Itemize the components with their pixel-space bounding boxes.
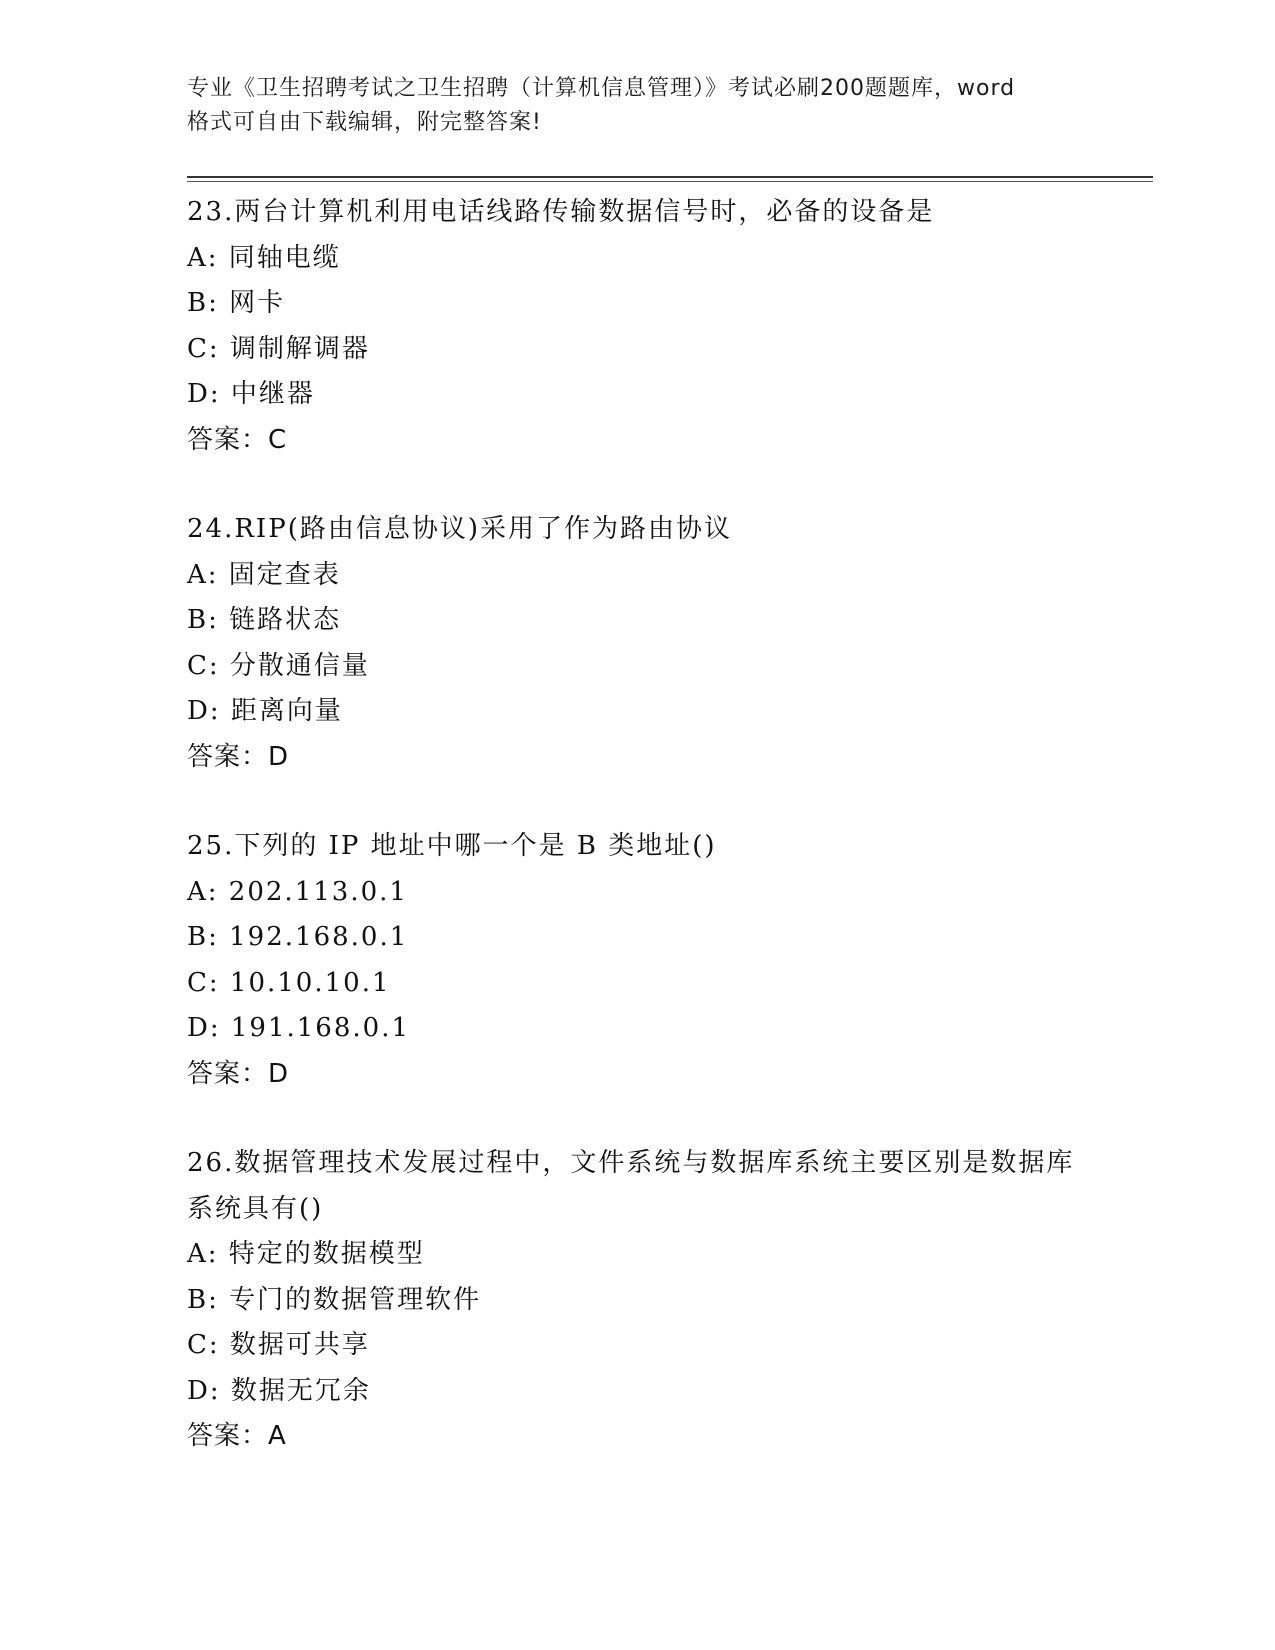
answer: 答案：C	[187, 424, 288, 455]
answer: 答案：D	[187, 741, 290, 772]
question-title: 25.下列的 IP 地址中哪一个是 B 类地址()	[187, 831, 717, 861]
option-d: D: 距离向量	[187, 696, 343, 726]
header-divider-thick	[187, 176, 1153, 178]
header-line-1: 专业《卫生招聘考试之卫生招聘（计算机信息管理）》考试必刷200题题库，word	[187, 76, 1016, 101]
question-23	[187, 190, 1087, 463]
option-a: A: 固定查表	[187, 559, 341, 590]
question-26	[187, 1141, 1087, 1460]
option-d: D: 191.168.0.1	[187, 1013, 410, 1043]
question-list	[187, 190, 1087, 1504]
document-header	[187, 72, 1087, 140]
header-line-2: 格式可自由下载编辑，附完整答案!	[187, 110, 542, 135]
option-c: C: 调制解调器	[187, 333, 370, 364]
option-b: B: 专门的数据管理软件	[187, 1284, 482, 1315]
option-c: C: 分散通信量	[187, 650, 370, 681]
option-d: D: 数据无冗余	[187, 1375, 371, 1406]
header-divider-thin	[187, 181, 1153, 182]
option-d: D: 中继器	[187, 379, 315, 409]
option-b: B: 192.168.0.1	[187, 922, 409, 952]
option-b: B: 网卡	[187, 288, 286, 318]
question-title: 24.RIP(路由信息协议)采用了作为路由协议	[187, 514, 732, 544]
option-c: C: 10.10.10.1	[187, 967, 391, 998]
question-title: 26.数据管理技术发展过程中，文件系统与数据库系统主要区别是数据库系统具有()	[187, 1148, 1075, 1224]
option-a: A: 同轴电缆	[187, 242, 341, 273]
question-25	[187, 824, 1087, 1097]
option-a: A: 202.113.0.1	[187, 876, 408, 907]
question-title: 23.两台计算机利用电话线路传输数据信号时，必备的设备是	[187, 197, 935, 227]
answer: 答案：A	[187, 1421, 287, 1451]
question-24	[187, 507, 1087, 780]
option-c: C: 数据可共享	[187, 1330, 370, 1360]
answer: 答案：D	[187, 1058, 290, 1089]
option-a: A: 特定的数据模型	[187, 1239, 425, 1269]
option-b: B: 链路状态	[187, 605, 342, 635]
